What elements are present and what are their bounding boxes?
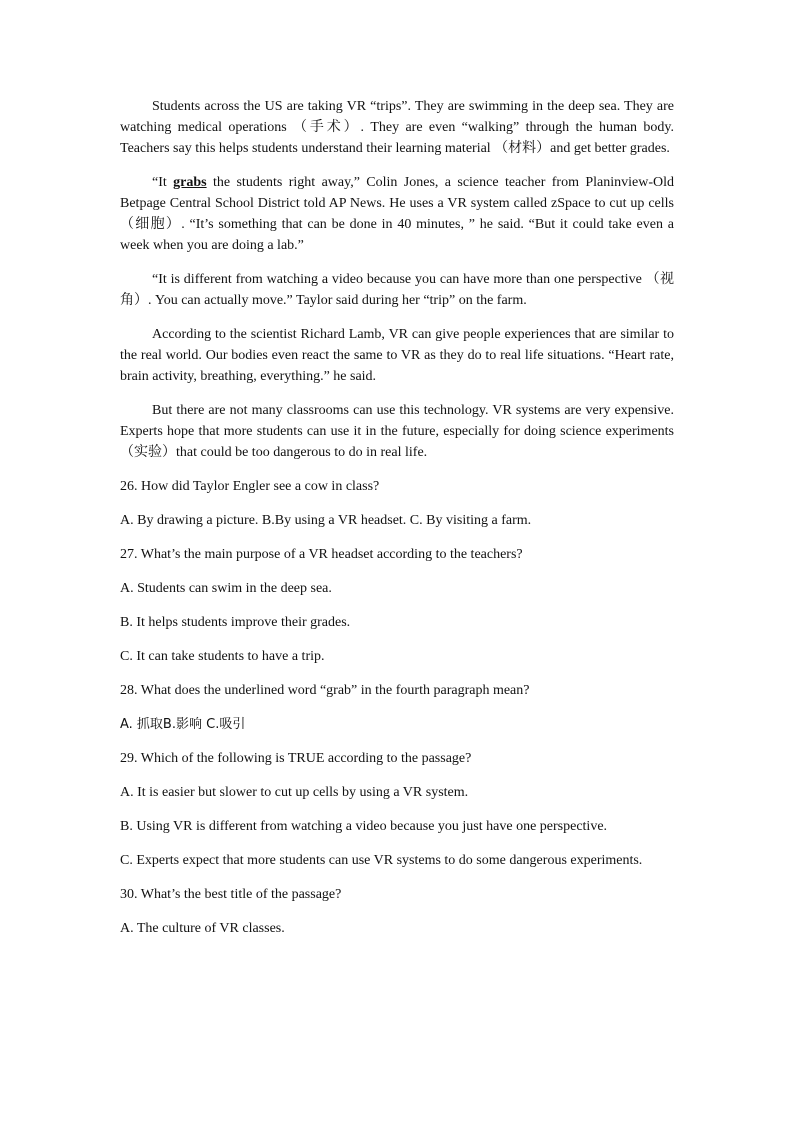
question-27: 27. What’s the main purpose of a VR headset according to the teachers?: [120, 547, 523, 562]
question-28-options: A. 抓取B.影响 C.吸引: [120, 717, 246, 732]
question-29-option-b: B. Using VR is different from watching a video because you just have one perspective.: [120, 819, 608, 834]
question-27-option-b: B. It helps students improve their grades.: [120, 615, 351, 630]
question-26-options: A. By drawing a picture. B.By using a VR headset. C. By visiting a farm.: [120, 513, 532, 528]
question-30: 30. What’s the best title of the passage?: [120, 887, 342, 902]
passage-paragraph-3: “It is different from watching a video because you can have more than one perspective （视角）. You can actually move.” Taylor said during her “trip” on the farm.: [120, 272, 674, 308]
passage-paragraph-5: But there are not many classrooms can use this technology. VR systems are very expensive. Experts hope that more students can use it in the future, especially for doing science experiments （实验）that could be too dangerous to do in real life.: [120, 403, 674, 460]
paragraph-2-start: “It: [152, 175, 174, 190]
question-27-option-c: C. It can take students to have a trip.: [120, 649, 325, 664]
question-26: 26. How did Taylor Engler see a cow in class?: [120, 479, 380, 494]
question-28: 28. What does the underlined word “grab” in the fourth paragraph mean?: [120, 683, 530, 698]
document-content: [120, 96, 674, 952]
passage-paragraph-2: [120, 172, 674, 256]
question-29-option-a: A. It is easier but slower to cut up cells by using a VR system.: [120, 785, 469, 800]
passage-paragraph-1: Students across the US are taking VR “trips”. They are swimming in the deep sea. They are watching medical operations （手术）. They are even “walking” through the human body. Teachers say this helps students understand their learning material （材料）and get better grades.: [120, 99, 674, 156]
question-29: 29. Which of the following is TRUE according to the passage?: [120, 751, 472, 766]
question-29-option-c: C. Experts expect that more students can use VR systems to do some dangerous experiments.: [120, 853, 643, 868]
question-27-option-a: A. Students can swim in the deep sea.: [120, 581, 332, 596]
paragraph-2-rest: the students right away,” Colin Jones, a science teacher from Planinview-Old Betpage Central School District told AP News. He uses a VR system called zSpace to cut up cells （细胞）. “It’s something that can be done in 40 minutes, ” he said. “But it could take even a week when you are doing a lab.”: [120, 175, 674, 253]
underlined-word: grabs: [173, 175, 207, 190]
passage-paragraph-4: According to the scientist Richard Lamb, VR can give people experiences that are similar to the real world. Our bodies even react the same to VR as they do to real life situations. “Heart rate, brain activity, breathing, everything.” he said.: [120, 327, 674, 384]
question-30-option-a: A. The culture of VR classes.: [120, 921, 285, 936]
